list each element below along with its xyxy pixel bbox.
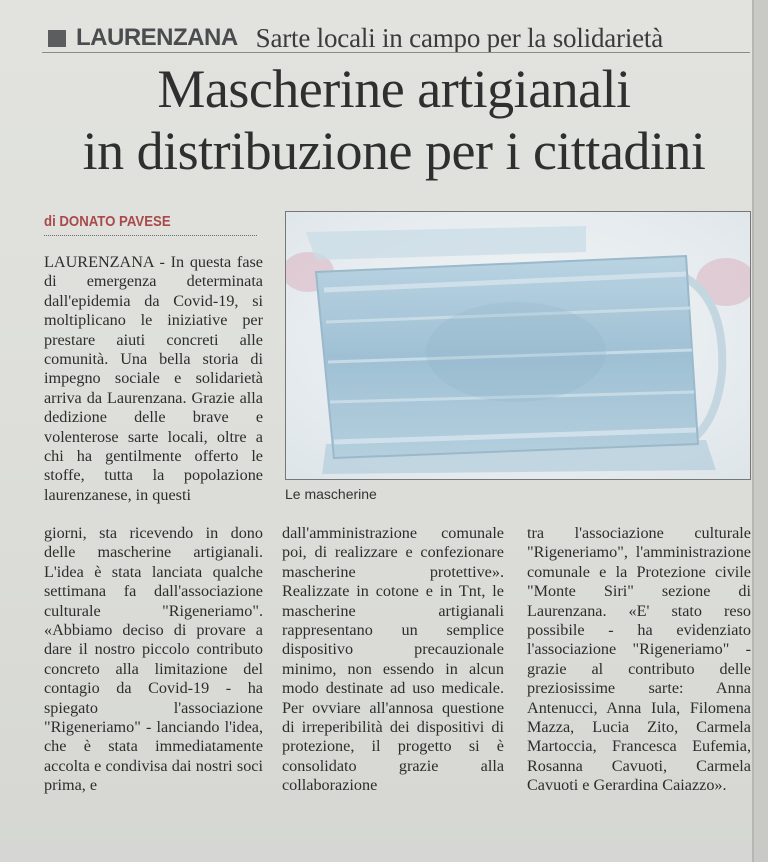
kicker-rule	[42, 52, 750, 53]
photo-caption: Le mascherine	[285, 486, 377, 502]
masks-photo	[285, 211, 751, 480]
article-col-3: tra l'associazione culturale "Rigeneriamo", l'amministrazione comunale e la Protezione civile "Monte Siri" sezione di Laurenzana. «E' stato reso possibile - ha evidenziato l'associazione "Rigeneriamo" - grazie al contributo delle preziosissime sarte: Anna Antenucci, Anna Iula, Filomena Mazza, Lucia Zito, Carmela Martoccia, Francesca Eufemia, Rosanna Cavuoti, Carmela Cavuoti e Gerardina Caiazzo».	[527, 524, 751, 795]
byline-rule	[44, 235, 257, 236]
headline-line-1: Mascherine artigianali	[157, 59, 631, 119]
byline: di DONATO PAVESE	[44, 213, 171, 230]
kicker-town: LAURENZANA	[76, 24, 238, 51]
article-col-1-top: LAURENZANA - In questa fase di emergenza determinata dall'epidemia da Covid-19, si moltiplicano le iniziative per prestare aiuti concreti alle comunità. Una bella storia di impegno sociale e solidarietà arriva da Laurenzana. Grazie alla dedizione delle brave e volenterose sarte locali, oltre a chi ha gentilmente offerto le stoffe, tutta la popolazione laurenzanese, in questi	[44, 253, 263, 504]
kicker-square-icon	[48, 30, 66, 47]
article-col-2: dall'amministrazione comunale poi, di realizzare e confezionare mascherine protettive». Realizzate in cotone e in Tnt, le mascherine artigianali rappresentano un semplice dispositivo precauzionale minimo, non essendo in alcun modo destinate ad uso medicale. Per ovviare all'annosa questione di irreperibilità dei dispositivi di protezione, il progetto si è consolidato grazie alla collaborazione	[282, 524, 504, 795]
headline	[36, 58, 752, 182]
section-kicker	[48, 22, 663, 54]
adjacent-page-edge	[752, 0, 768, 862]
kicker-subtitle: Sarte locali in campo per la solidarietà	[255, 22, 663, 53]
masks-image	[286, 212, 751, 480]
article-col-1-bottom: giorni, sta ricevendo in dono delle mascherine artigianali. L'idea è stata lanciata qualche settimana fa dall'associazione culturale "Rigeneriamo". «Abbiamo deciso di provare a dare il nostro piccolo contributo concreto alla limitazione del contagio da Covid-19 - ha spiegato l'associazione "Rigeneriamo" - lanciando l'idea, che è stata immediatamente accolta e condivisa dai nostri soci prima, e	[44, 524, 263, 795]
headline-line-2: in distribuzione per i cittadini	[82, 121, 706, 181]
